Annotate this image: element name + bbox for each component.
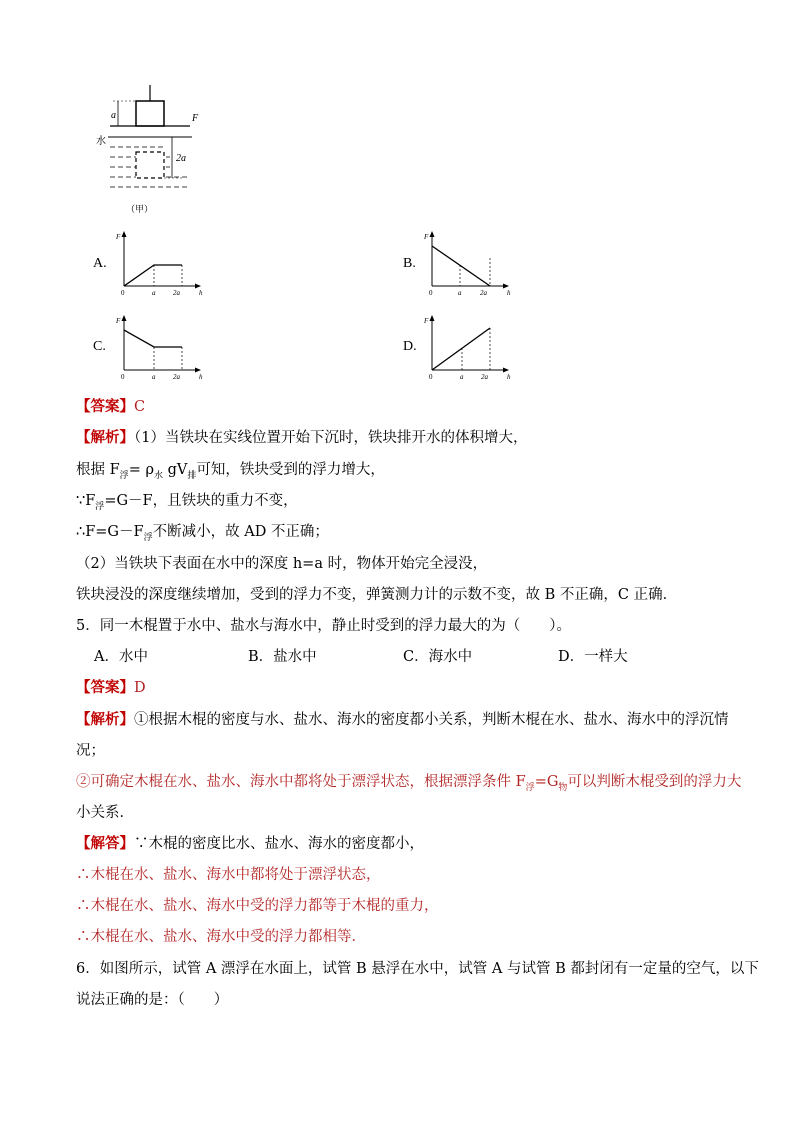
q5-stem: 5．同一木棍置于水中、盐水与海水中，静止时受到的浮力最大的为（ ）。 <box>76 618 571 634</box>
q4-l3-b: =G－F，且铁块的重力不变， <box>104 493 298 509</box>
graph-B <box>420 228 515 300</box>
q4-analysis-line-6: 铁块浸没的深度继续增加，受到的浮力不变，弹簧测力计的示数不变，故 B 不正确，C 正确． <box>76 587 678 603</box>
graph-B-xlabel: h <box>507 289 511 297</box>
graph-B-ylabel: F <box>424 233 429 241</box>
graph-B-tick-0: 0 <box>429 289 433 297</box>
q5-answer-tag: 【答案】 <box>76 679 134 696</box>
q5-analysis-line-2: 况； <box>76 743 105 759</box>
q5-solution-line-2: ∴木棍在水、盐水、海水中都将处于漂浮状态， <box>76 867 381 883</box>
graph-B-tick-a: a <box>458 289 462 297</box>
q6-stem-line-1: 6．如图所示，试管 A 漂浮在水面上，试管 B 悬浮在水中，试管 A 与试管 B 都封闭有一定量的空气，以下 <box>76 961 759 977</box>
q5-analysis-line-4: 小关系． <box>76 805 134 821</box>
q4-analysis-tag: 【解析】 <box>76 429 134 446</box>
fig-label-F: F <box>192 113 199 124</box>
graph-C-ylabel: F <box>116 317 121 325</box>
option-B-label: B. <box>403 256 416 271</box>
graph-D-tick-2a: 2a <box>481 373 488 381</box>
graph-A <box>112 228 207 300</box>
q5-s1-text: ∵木棍的密度比水、盐水、海水的密度都小， <box>134 836 424 852</box>
q5-solution-line-1 <box>76 834 424 854</box>
q4-l3-a: ∵F <box>76 493 96 509</box>
q5-solution-line-4: ∴木棍在水、盐水、海水中受的浮力都相等． <box>76 929 366 945</box>
q5-analysis-line-3 <box>76 772 741 794</box>
q4-l2-sub2: 水 <box>153 471 163 481</box>
q4-analysis-line-4 <box>76 522 329 544</box>
option-C-label: C. <box>93 339 106 354</box>
fig-label-water: 水 <box>96 136 106 147</box>
graph-A-xlabel: h <box>199 289 203 297</box>
option-A-label: A. <box>93 256 107 271</box>
q5-a3-sub2: 物 <box>558 783 568 793</box>
fig-label-2a: 2a <box>176 153 186 164</box>
q4-l2-c: gV <box>163 462 188 478</box>
q4-l2-b: = ρ <box>128 462 154 478</box>
graph-B-tick-2a: 2a <box>480 289 487 297</box>
q5-a3-sub1: 浮 <box>525 783 535 793</box>
q4-analysis-line-2 <box>76 460 385 482</box>
q5-answer <box>76 678 146 698</box>
q4-l4-sub: 浮 <box>143 533 153 543</box>
q5-option-D: D．一样大 <box>558 649 628 665</box>
q5-answer-value: D <box>134 680 146 696</box>
q4-l1-text: （1）当铁块在实线位置开始下沉时，铁块排开水的体积增大， <box>134 430 528 446</box>
q5-solution-tag: 【解答】 <box>76 835 134 852</box>
q5-option-C: C．海水中 <box>403 649 473 665</box>
graph-C <box>112 312 207 384</box>
graph-C-tick-2a: 2a <box>173 373 180 381</box>
q4-analysis-line-5: （2）当铁块下表面在水中的深度 h=a 时，物体开始完全浸没， <box>76 556 488 572</box>
graph-C-xlabel: h <box>199 373 203 381</box>
q5-a3-b: =G <box>534 774 559 790</box>
q4-l4-b: 不断减小，故 AD 不正确； <box>152 524 329 540</box>
graph-D <box>420 312 515 384</box>
q4-l2-sub1: 浮 <box>119 471 129 481</box>
q4-l2-a: 根据 F <box>76 462 120 478</box>
q5-analysis-line-1 <box>76 710 729 730</box>
option-D-label: D. <box>403 339 417 354</box>
q4-answer <box>76 397 145 417</box>
q5-option-B: B．盐水中 <box>248 649 317 665</box>
q5-a1-text: ①根据木棍的密度与水、盐水、海水的密度都小关系，判断木棍在水、盐水、海水中的浮沉情 <box>134 712 729 728</box>
q5-analysis-tag: 【解析】 <box>76 711 134 728</box>
q5-a3-c: 可以判断木棍受到的浮力大 <box>567 774 742 790</box>
q5-a3-a: ②可确定木棍在水、盐水、海水中都将处于漂浮状态，根据漂浮条件 F <box>76 774 526 790</box>
q6-stem-line-2: 说法正确的是：（ ） <box>76 992 229 1008</box>
q4-l2-d: 可知，铁块受到的浮力增大， <box>196 462 385 478</box>
graph-D-tick-0: 0 <box>429 373 433 381</box>
q5-option-A: A．水中 <box>94 649 148 665</box>
graph-A-tick-0: 0 <box>121 289 125 297</box>
graph-C-tick-a: a <box>152 373 156 381</box>
q4-l2-sub3: 排 <box>187 471 197 481</box>
q5-solution-line-3: ∴木棍在水、盐水、海水中受的浮力都等于木棍的重力， <box>76 898 439 914</box>
graph-C-tick-0: 0 <box>121 373 125 381</box>
figure-jia <box>96 80 210 220</box>
q4-answer-value: C <box>134 399 146 415</box>
q4-analysis-line-1 <box>76 428 527 448</box>
graph-A-ylabel: F <box>116 233 121 241</box>
graph-D-xlabel: h <box>507 373 511 381</box>
q4-answer-tag: 【答案】 <box>76 398 134 415</box>
graph-A-tick-2a: 2a <box>173 289 180 297</box>
graph-D-ylabel: F <box>424 317 429 325</box>
graph-A-tick-a: a <box>152 289 156 297</box>
q4-l3-sub: 浮 <box>95 502 105 512</box>
fig-caption: （甲） <box>126 204 154 214</box>
graph-D-tick-a: a <box>460 373 464 381</box>
fig-label-a: a <box>111 110 116 121</box>
q4-l4-a: ∴F=G－F <box>76 524 144 540</box>
q4-analysis-line-3 <box>76 491 298 513</box>
